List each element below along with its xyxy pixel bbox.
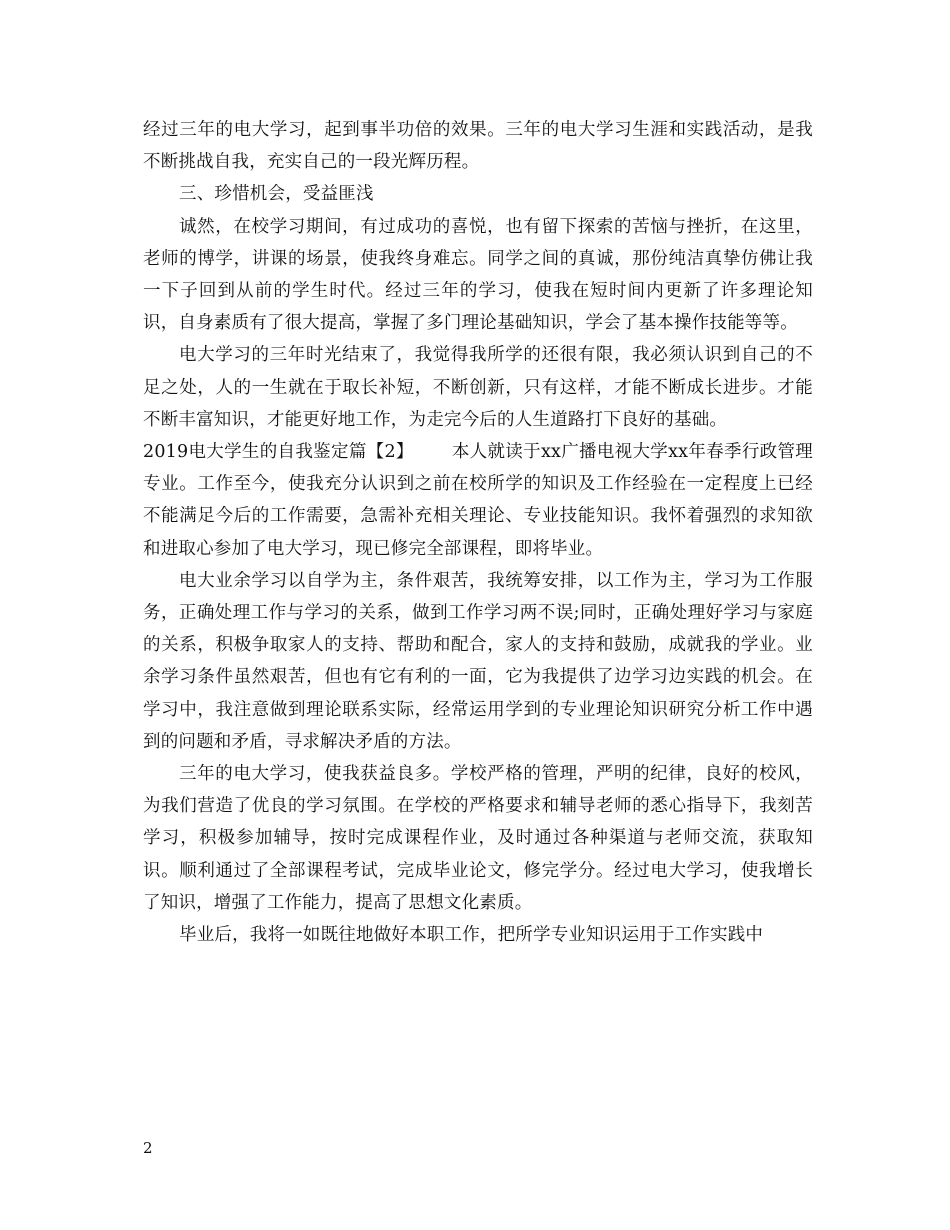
- paragraph-continuation: 经过三年的电大学习，起到事半功倍的效果。三年的电大学习生涯和实践活动，是我不断挑战自我，充实自己的一段光辉历程。: [143, 120, 813, 173]
- article-section: [143, 436, 813, 565]
- paragraph: 电大学习的三年时光结束了，我觉得我所学的还很有限，我必须认识到自己的不足之处，人的一生就在于取长补短，不断创新，只有这样，才能不断成长进步。才能不断丰富知识，才能更好地工作，为走完今后的人生道路打下良好的基础。: [143, 345, 813, 430]
- section-heading: 三、珍惜机会，受益匪浅: [179, 184, 374, 205]
- paragraph: 毕业后，我将一如既往地做好本职工作，把所学专业知识运用于工作实践中: [179, 925, 764, 946]
- paragraph: 电大业余学习以自学为主，条件艰苦，我统筹安排，以工作为主，学习为工作服务，正确处理工作与学习的关系，做到工作学习两不误;同时，正确处理好学习与家庭的关系，积极争取家人的支持、帮助和配合，家人的支持和鼓励，成就我的学业。业余学习条件虽然艰苦，但也有它有利的一面，它为我提供了边学习边实践的机会。在学习中，我注意做到理论联系实际，经常运用学到的专业理论知识研究分析工作中遇到的问题和矛盾，寻求解决矛盾的方法。: [143, 570, 813, 752]
- page-number: 2: [143, 1139, 153, 1157]
- article-title: 2019电大学生的自我鉴定篇【2】: [143, 442, 414, 463]
- paragraph: 三年的电大学习，使我获益良多。学校严格的管理，严明的纪律，良好的校风，为我们营造了优良的学习氛围。在学校的严格要求和辅导老师的悉心指导下，我刻苦学习，积极参加辅导，按时完成课程作业，及时通过各种渠道与老师交流，获取知识。顺利通过了全部课程考试，完成毕业论文，修完学分。经过电大学习，使我增长了知识，增强了工作能力，提高了思想文化素质。: [143, 764, 813, 913]
- article-first-paragraph: 本人就读于xx广播电视大学xx年春季行政管理专业。工作至今，使我充分认识到之前在校所学的知识及工作经验在一定程度上已经不能满足今后的工作需要，急需补充相关理论、专业技能知识。我怀着强烈的求知欲和进取心参加了电大学习，现已修完全部课程，即将毕业。: [143, 442, 813, 559]
- body-text: [143, 114, 813, 951]
- paragraph: 诚然，在校学习期间，有过成功的喜悦，也有留下探索的苦恼与挫折，在这里，老师的博学，讲课的场景，使我终身难忘。同学之间的真诚，那份纯洁真挚仿佛让我一下子回到从前的学生时代。经过三年的学习，使我在短时间内更新了许多理论知识，自身素质有了很大提高，掌握了多门理论基础知识，学会了基本操作技能等等。: [143, 216, 813, 334]
